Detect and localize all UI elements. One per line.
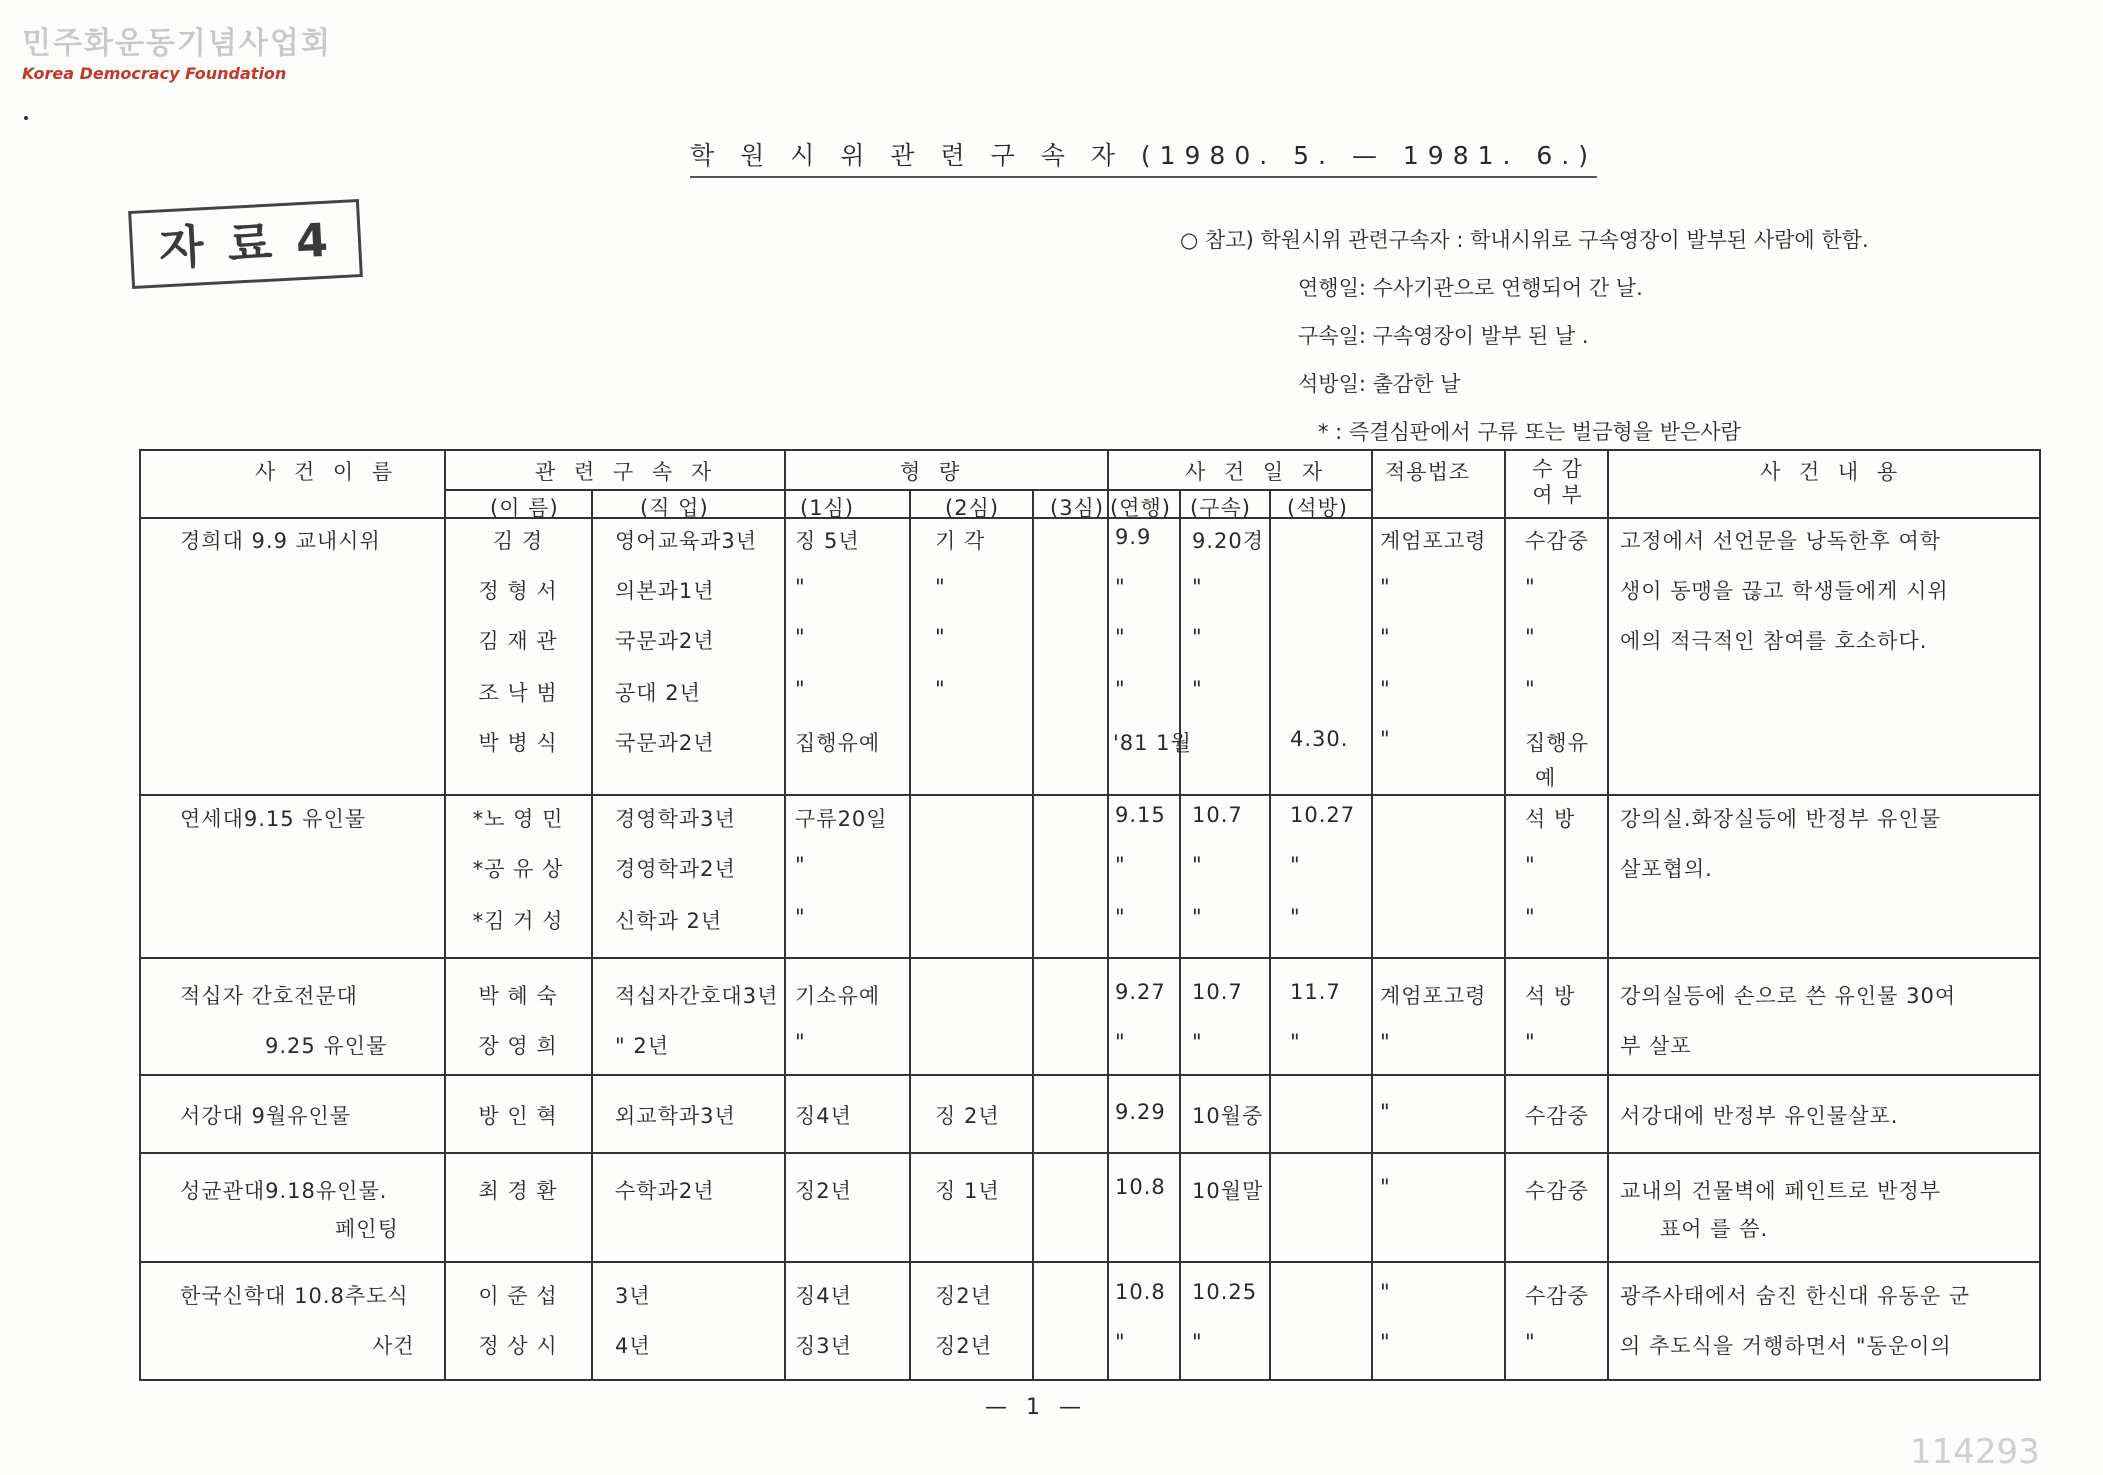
cell-trial2: 징2년 (935, 1284, 992, 1308)
logo-english: Korea Democracy Foundation (22, 64, 287, 83)
cell-content: 서강대에 반정부 유인물살포. (1620, 1104, 1899, 1128)
header-dates: 사 건 일 자 (1185, 460, 1329, 484)
cell-release: 11.7 (1290, 980, 1341, 1004)
cell-detention: " (1192, 575, 1203, 599)
note-line: * : 즉결심판에서 구류 또는 벌금형을 받은사람 (1318, 420, 1741, 444)
header-custody: 수 감 여 부 (1532, 457, 1583, 507)
cell-incident: 성균관대9.18유인물. (180, 1179, 388, 1203)
cell-release: 10.27 (1290, 803, 1356, 827)
cell-arrest: " (1115, 1030, 1126, 1054)
cell-arrest: 9.29 (1115, 1100, 1166, 1124)
cell-detention: " (1192, 625, 1203, 649)
cell-name: 조 낙 범 (478, 681, 558, 705)
cell-occupation: 신학과 2년 (615, 909, 723, 933)
cell-release: " (1290, 1030, 1301, 1054)
cell-detention: " (1192, 677, 1203, 701)
header-trial1: (1심) (800, 496, 855, 520)
note-line: 석방일: 출감한 날 (1298, 372, 1461, 396)
cell-trial1: " (795, 905, 806, 929)
cell-arrest: 10.8 (1115, 1175, 1166, 1199)
cell-trial1: " (795, 625, 806, 649)
page-number: — 1 — (985, 1395, 1087, 1420)
cell-content: 교내의 건물벽에 페인트로 반정부 (1620, 1179, 1942, 1203)
cell-occupation: 국문과2년 (615, 731, 715, 755)
cell-trial1: " (795, 677, 806, 701)
logo-korean: 민주화운동기념사업회 (22, 26, 332, 61)
cell-content: 강의실등에 손으로 쓴 유인물 30여 (1620, 984, 1957, 1008)
cell-arrest: 9.27 (1115, 980, 1166, 1004)
cell-incident: 9.25 유인물 (265, 1034, 388, 1058)
cell-incident: 경희대 9.9 교내시위 (180, 529, 381, 553)
cell-name: 이 준 섭 (478, 1284, 558, 1308)
cell-occupation: 국문과2년 (615, 629, 715, 653)
header-name: (이 름) (490, 496, 559, 520)
cell-content: 에의 적극적인 참여를 호소하다. (1620, 629, 1928, 653)
header-incident: 사 건 이 름 (255, 460, 399, 484)
cell-law: " (1380, 1030, 1391, 1054)
cell-detention: 10.25 (1192, 1280, 1258, 1304)
cell-occupation: 4년 (615, 1334, 651, 1358)
cell-trial2: 징 1년 (935, 1179, 1000, 1203)
header-sentence: 형 량 (900, 460, 966, 484)
cell-arrest: " (1115, 677, 1126, 701)
cell-detention: " (1192, 853, 1203, 877)
cell-release: " (1290, 905, 1301, 929)
cell-custody: " (1525, 905, 1536, 929)
cell-occupation: " 2년 (615, 1034, 669, 1058)
cell-law: " (1380, 727, 1391, 751)
cell-trial1: 징4년 (795, 1284, 852, 1308)
cell-occupation: 의본과1년 (615, 579, 715, 603)
cell-custody: " (1525, 853, 1536, 877)
cell-law: 계엄포고령 (1380, 984, 1487, 1008)
cell-release: " (1290, 853, 1301, 877)
cell-content: 강의실.화장실등에 반정부 유인물 (1620, 807, 1942, 831)
cell-occupation: 경영학과3년 (615, 807, 736, 831)
note-line: 구속일: 구속영장이 발부 된 날 . (1298, 324, 1589, 348)
cell-law: 계엄포고령 (1380, 529, 1487, 553)
cell-arrest: " (1115, 853, 1126, 877)
cell-detention: 10월말 (1192, 1179, 1264, 1203)
cell-detention: 10월중 (1192, 1104, 1264, 1128)
cell-incident: 한국신학대 10.8추도식 (180, 1284, 409, 1308)
cell-name: *노 영 민 (472, 807, 564, 831)
cell-incident: 서강대 9월유인물 (180, 1104, 352, 1128)
cell-arrest: 9.9 (1115, 525, 1152, 549)
foundation-logo (22, 18, 332, 83)
cell-name: *공 유 상 (472, 857, 564, 881)
cell-custody: 석 방 (1525, 984, 1576, 1008)
cell-content: 광주사태에서 숨진 한신대 유동운 군 (1620, 1284, 1970, 1308)
cell-trial2: " (935, 625, 946, 649)
cell-custody: 수감중 (1525, 529, 1589, 553)
cell-name: 박 병 식 (478, 731, 558, 755)
cell-trial1: 징3년 (795, 1334, 852, 1358)
cell-occupation: 수학과2년 (615, 1179, 715, 1203)
cell-custody: " (1525, 677, 1536, 701)
cell-detention: " (1192, 905, 1203, 929)
cell-trial1: 징4년 (795, 1104, 852, 1128)
cell-arrest: " (1115, 905, 1126, 929)
cell-detention: " (1192, 1030, 1203, 1054)
cell-occupation: 적십자간호대3년 (615, 984, 779, 1008)
cell-content: 부 살포 (1620, 1034, 1692, 1058)
header-release: (석방) (1287, 496, 1348, 520)
header-law: 적용법조 (1385, 460, 1471, 484)
cell-incident: 사건 (372, 1334, 415, 1358)
cell-trial1: 기소유예 (795, 984, 881, 1008)
cell-trial2: 징 2년 (935, 1104, 1000, 1128)
cell-law: " (1380, 1330, 1391, 1354)
cell-trial1: 징 5년 (795, 529, 860, 553)
cell-release: 4.30. (1290, 727, 1349, 751)
cell-detention: " (1192, 1330, 1203, 1354)
cell-name: 장 영 희 (478, 1034, 558, 1058)
cell-name: 방 인 혁 (478, 1104, 558, 1128)
cell-arrest: " (1115, 1330, 1126, 1354)
note-line: 연행일: 수사기관으로 연행되어 간 날. (1298, 276, 1643, 300)
header-occupation: (직 업) (640, 496, 709, 520)
cell-arrest: 9.15 (1115, 803, 1166, 827)
note-line: ○ 참고) 학원시위 관련구속자 : 학내시위로 구속영장이 발부된 사람에 한함. (1180, 228, 1869, 252)
cell-arrest: " (1115, 575, 1126, 599)
cell-name: 박 혜 숙 (478, 984, 558, 1008)
cell-occupation: 3년 (615, 1284, 651, 1308)
cell-content-cont: 표어 를 씀. (1660, 1217, 1769, 1241)
cell-law: " (1380, 677, 1391, 701)
cell-custody: " (1525, 575, 1536, 599)
cell-custody: " (1525, 1030, 1536, 1054)
cell-arrest: '81 1월 (1113, 731, 1192, 755)
cell-trial1: 구류20일 (795, 807, 888, 831)
cell-detention: 10.7 (1192, 803, 1243, 827)
cell-occupation: 영어교육과3년 (615, 529, 758, 553)
cell-content: 살포협의. (1620, 857, 1713, 881)
header-detainees: 관 련 구 속 자 (535, 460, 718, 484)
cell-custody: " (1525, 625, 1536, 649)
material-stamp: 자 료 4 (128, 199, 363, 289)
cell-law: " (1380, 575, 1391, 599)
archive-mark: 114293 (1910, 1432, 2040, 1472)
header-content: 사 건 내 용 (1760, 460, 1904, 484)
cell-trial1: 집행유예 (795, 731, 881, 755)
cell-name: 김 경 (492, 529, 544, 553)
cell-name: *김 거 성 (472, 909, 564, 933)
cell-custody: 석 방 (1525, 807, 1576, 831)
document-title: 학 원 시 위 관 련 구 속 자 (1980. 5. — 1981. 6.) (690, 136, 1597, 178)
cell-custody: 수감중 (1525, 1179, 1589, 1203)
cell-occupation: 공대 2년 (615, 681, 701, 705)
header-arrest: (연행) (1110, 496, 1171, 520)
cell-arrest: " (1115, 625, 1126, 649)
cell-content: 고정에서 선언문을 낭독한후 여학 (1620, 529, 1942, 553)
cell-trial1: " (795, 1030, 806, 1054)
cell-name: 정 형 서 (478, 579, 558, 603)
cell-trial2: 징2년 (935, 1334, 992, 1358)
cell-detention: 9.20경 (1192, 529, 1265, 553)
cell-name: 정 상 시 (478, 1334, 558, 1358)
cell-custody-cont: 예 (1535, 766, 1557, 790)
cell-content: 생이 동맹을 끊고 학생들에게 시위 (1620, 579, 1949, 603)
cell-custody: 수감중 (1525, 1284, 1589, 1308)
cell-law: " (1380, 1175, 1391, 1199)
cell-custody: 집행유 (1525, 731, 1589, 755)
header-trial3: (3심) (1050, 496, 1105, 520)
cell-incident: 적십자 간호전문대 (180, 984, 358, 1008)
header-trial2: (2심) (945, 496, 1000, 520)
cell-name: 최 경 환 (478, 1179, 558, 1203)
cell-law: " (1380, 625, 1391, 649)
cell-law: " (1380, 1100, 1391, 1124)
cell-incident: 연세대9.15 유인물 (180, 807, 367, 831)
bullet-dot (24, 116, 28, 120)
header-detention: (구속) (1190, 496, 1251, 520)
cell-detention: 10.7 (1192, 980, 1243, 1004)
cell-arrest: 10.8 (1115, 1280, 1166, 1304)
cell-law: " (1380, 1280, 1391, 1304)
cell-custody: " (1525, 1330, 1536, 1354)
cell-trial1: 징2년 (795, 1179, 852, 1203)
cell-custody: 수감중 (1525, 1104, 1589, 1128)
cell-trial2: " (935, 677, 946, 701)
cell-trial2: 기 각 (935, 529, 986, 553)
cell-occupation: 경영학과2년 (615, 857, 736, 881)
cell-incident-cont: 페인팅 (335, 1217, 399, 1241)
cell-trial2: " (935, 575, 946, 599)
cell-trial1: " (795, 853, 806, 877)
cell-trial1: " (795, 575, 806, 599)
cell-name: 김 재 관 (478, 629, 558, 653)
cell-content: 의 추도식을 거행하면서 "동운이의 (1620, 1334, 1952, 1358)
cell-occupation: 외교학과3년 (615, 1104, 736, 1128)
